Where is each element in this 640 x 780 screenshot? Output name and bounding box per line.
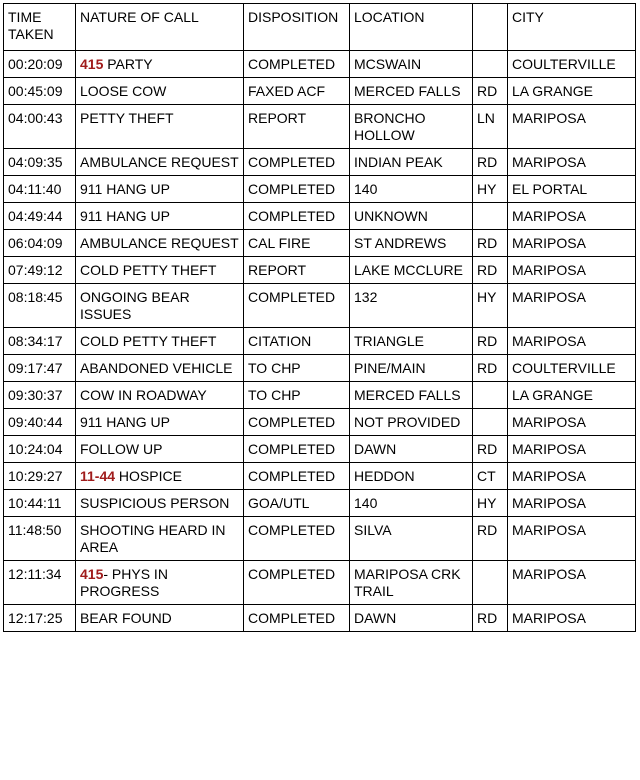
disposition-cell: COMPLETED — [244, 149, 350, 176]
disposition-cell: COMPLETED — [244, 605, 350, 632]
table-body — [4, 51, 636, 632]
time-cell: 11:48:50 — [4, 517, 76, 561]
city-cell: MARIPOSA — [508, 490, 636, 517]
table-row — [4, 561, 636, 605]
nature-text: PETTY THEFT — [80, 110, 174, 126]
road-suffix-cell — [473, 561, 508, 605]
location-cell: SILVA — [350, 517, 473, 561]
time-cell: 04:11:40 — [4, 176, 76, 203]
call-code: 415 — [80, 56, 104, 72]
time-cell: 04:00:43 — [4, 105, 76, 149]
road-suffix-cell — [473, 203, 508, 230]
location-cell: 140 — [350, 490, 473, 517]
table-row — [4, 605, 636, 632]
city-cell: MARIPOSA — [508, 149, 636, 176]
table-row — [4, 463, 636, 490]
nature-cell — [76, 436, 244, 463]
nature-cell — [76, 257, 244, 284]
header-row — [4, 4, 636, 51]
nature-cell — [76, 230, 244, 257]
location-cell: MERCED FALLS — [350, 382, 473, 409]
city-cell: COULTERVILLE — [508, 51, 636, 78]
road-suffix-cell — [473, 409, 508, 436]
location-cell: LAKE MCCLURE — [350, 257, 473, 284]
road-suffix-cell: HY — [473, 490, 508, 517]
road-suffix-cell: CT — [473, 463, 508, 490]
time-cell: 10:29:27 — [4, 463, 76, 490]
table-row — [4, 382, 636, 409]
table-row — [4, 176, 636, 203]
table-row — [4, 409, 636, 436]
nature-text: PARTY — [103, 56, 153, 72]
nature-cell — [76, 284, 244, 328]
disposition-cell: FAXED ACF — [244, 78, 350, 105]
nature-cell — [76, 490, 244, 517]
nature-text: SHOOTING HEARD IN AREA — [80, 522, 226, 555]
time-cell: 08:34:17 — [4, 328, 76, 355]
nature-cell — [76, 382, 244, 409]
time-cell: 06:04:09 — [4, 230, 76, 257]
location-cell: DAWN — [350, 605, 473, 632]
road-suffix-cell: RD — [473, 605, 508, 632]
time-cell: 07:49:12 — [4, 257, 76, 284]
nature-cell — [76, 105, 244, 149]
city-cell: MARIPOSA — [508, 105, 636, 149]
disposition-cell: COMPLETED — [244, 561, 350, 605]
location-cell: INDIAN PEAK — [350, 149, 473, 176]
nature-cell — [76, 203, 244, 230]
city-cell: MARIPOSA — [508, 463, 636, 490]
city-cell: EL PORTAL — [508, 176, 636, 203]
nature-text: BEAR FOUND — [80, 610, 172, 626]
time-cell: 00:20:09 — [4, 51, 76, 78]
table-row — [4, 203, 636, 230]
disposition-cell: COMPLETED — [244, 51, 350, 78]
city-cell: MARIPOSA — [508, 284, 636, 328]
time-cell: 00:45:09 — [4, 78, 76, 105]
header-location: LOCATION — [350, 4, 473, 51]
header-city: CITY — [508, 4, 636, 51]
road-suffix-cell: LN — [473, 105, 508, 149]
location-cell: NOT PROVIDED — [350, 409, 473, 436]
disposition-cell: COMPLETED — [244, 203, 350, 230]
city-cell: MARIPOSA — [508, 328, 636, 355]
city-cell: MARIPOSA — [508, 436, 636, 463]
road-suffix-cell: RD — [473, 355, 508, 382]
header-nature-of-call: NATURE OF CALL — [76, 4, 244, 51]
header-disposition: DISPOSITION — [244, 4, 350, 51]
city-cell: MARIPOSA — [508, 517, 636, 561]
disposition-cell: COMPLETED — [244, 176, 350, 203]
location-cell: PINE/MAIN — [350, 355, 473, 382]
disposition-cell: COMPLETED — [244, 284, 350, 328]
header-time-taken: TIME TAKEN — [4, 4, 76, 51]
disposition-cell: REPORT — [244, 257, 350, 284]
city-cell: MARIPOSA — [508, 605, 636, 632]
table-row — [4, 490, 636, 517]
road-suffix-cell: RD — [473, 230, 508, 257]
nature-cell — [76, 328, 244, 355]
disposition-cell: REPORT — [244, 105, 350, 149]
table-row — [4, 105, 636, 149]
location-cell: HEDDON — [350, 463, 473, 490]
disposition-cell: TO CHP — [244, 382, 350, 409]
road-suffix-cell: RD — [473, 517, 508, 561]
location-cell: MCSWAIN — [350, 51, 473, 78]
city-cell: MARIPOSA — [508, 230, 636, 257]
city-cell: LA GRANGE — [508, 78, 636, 105]
table-row — [4, 78, 636, 105]
location-cell: TRIANGLE — [350, 328, 473, 355]
location-cell: MARIPOSA CRK TRAIL — [350, 561, 473, 605]
road-suffix-cell — [473, 382, 508, 409]
city-cell: MARIPOSA — [508, 561, 636, 605]
time-cell: 04:49:44 — [4, 203, 76, 230]
table-row — [4, 230, 636, 257]
nature-cell — [76, 463, 244, 490]
location-cell: BRONCHO HOLLOW — [350, 105, 473, 149]
nature-text: 911 HANG UP — [80, 181, 170, 197]
table-row — [4, 149, 636, 176]
disposition-cell: COMPLETED — [244, 463, 350, 490]
call-code: 415 — [80, 566, 104, 582]
call-code: 11-44 — [80, 468, 116, 484]
road-suffix-cell: HY — [473, 176, 508, 203]
disposition-cell: COMPLETED — [244, 517, 350, 561]
disposition-cell: TO CHP — [244, 355, 350, 382]
time-cell: 09:17:47 — [4, 355, 76, 382]
nature-text: FOLLOW UP — [80, 441, 163, 457]
nature-text: LOOSE COW — [80, 83, 167, 99]
time-cell: 04:09:35 — [4, 149, 76, 176]
road-suffix-cell: RD — [473, 436, 508, 463]
nature-cell — [76, 78, 244, 105]
location-cell: DAWN — [350, 436, 473, 463]
nature-text: SUSPICIOUS PERSON — [80, 495, 230, 511]
road-suffix-cell: RD — [473, 149, 508, 176]
disposition-cell: GOA/UTL — [244, 490, 350, 517]
table-row — [4, 517, 636, 561]
nature-text: COW IN ROADWAY — [80, 387, 207, 403]
location-cell: 132 — [350, 284, 473, 328]
nature-text: - PHYS IN PROGRESS — [80, 566, 168, 599]
disposition-cell: CITATION — [244, 328, 350, 355]
nature-cell — [76, 355, 244, 382]
nature-text: COLD PETTY THEFT — [80, 262, 217, 278]
road-suffix-cell: RD — [473, 257, 508, 284]
table-row — [4, 51, 636, 78]
nature-cell — [76, 561, 244, 605]
time-cell: 10:44:11 — [4, 490, 76, 517]
nature-cell — [76, 605, 244, 632]
time-cell: 10:24:04 — [4, 436, 76, 463]
nature-text: ABANDONED VEHICLE — [80, 360, 233, 376]
location-cell: ST ANDREWS — [350, 230, 473, 257]
city-cell: LA GRANGE — [508, 382, 636, 409]
nature-text: 911 HANG UP — [80, 414, 170, 430]
nature-text: AMBULANCE REQUEST — [80, 154, 239, 170]
table-row — [4, 436, 636, 463]
table-row — [4, 328, 636, 355]
location-cell: 140 — [350, 176, 473, 203]
time-cell: 12:11:34 — [4, 561, 76, 605]
nature-text: AMBULANCE REQUEST — [80, 235, 239, 251]
time-cell: 08:18:45 — [4, 284, 76, 328]
city-cell: COULTERVILLE — [508, 355, 636, 382]
time-cell: 09:30:37 — [4, 382, 76, 409]
nature-cell — [76, 409, 244, 436]
nature-text: HOSPICE — [115, 468, 182, 484]
road-suffix-cell: RD — [473, 328, 508, 355]
city-cell: MARIPOSA — [508, 203, 636, 230]
road-suffix-cell — [473, 51, 508, 78]
time-cell: 12:17:25 — [4, 605, 76, 632]
road-suffix-cell: RD — [473, 78, 508, 105]
nature-cell — [76, 149, 244, 176]
nature-cell — [76, 51, 244, 78]
disposition-cell: COMPLETED — [244, 436, 350, 463]
disposition-cell: CAL FIRE — [244, 230, 350, 257]
location-cell: MERCED FALLS — [350, 78, 473, 105]
city-cell: MARIPOSA — [508, 257, 636, 284]
nature-text: ONGOING BEAR ISSUES — [80, 289, 190, 322]
nature-text: 911 HANG UP — [80, 208, 170, 224]
table-row — [4, 257, 636, 284]
nature-text: COLD PETTY THEFT — [80, 333, 217, 349]
disposition-cell: COMPLETED — [244, 409, 350, 436]
table-row — [4, 284, 636, 328]
road-suffix-cell: HY — [473, 284, 508, 328]
call-log-table — [3, 3, 636, 632]
table-row — [4, 355, 636, 382]
header-road-suffix — [473, 4, 508, 51]
location-cell: UNKNOWN — [350, 203, 473, 230]
nature-cell — [76, 176, 244, 203]
city-cell: MARIPOSA — [508, 409, 636, 436]
time-cell: 09:40:44 — [4, 409, 76, 436]
nature-cell — [76, 517, 244, 561]
